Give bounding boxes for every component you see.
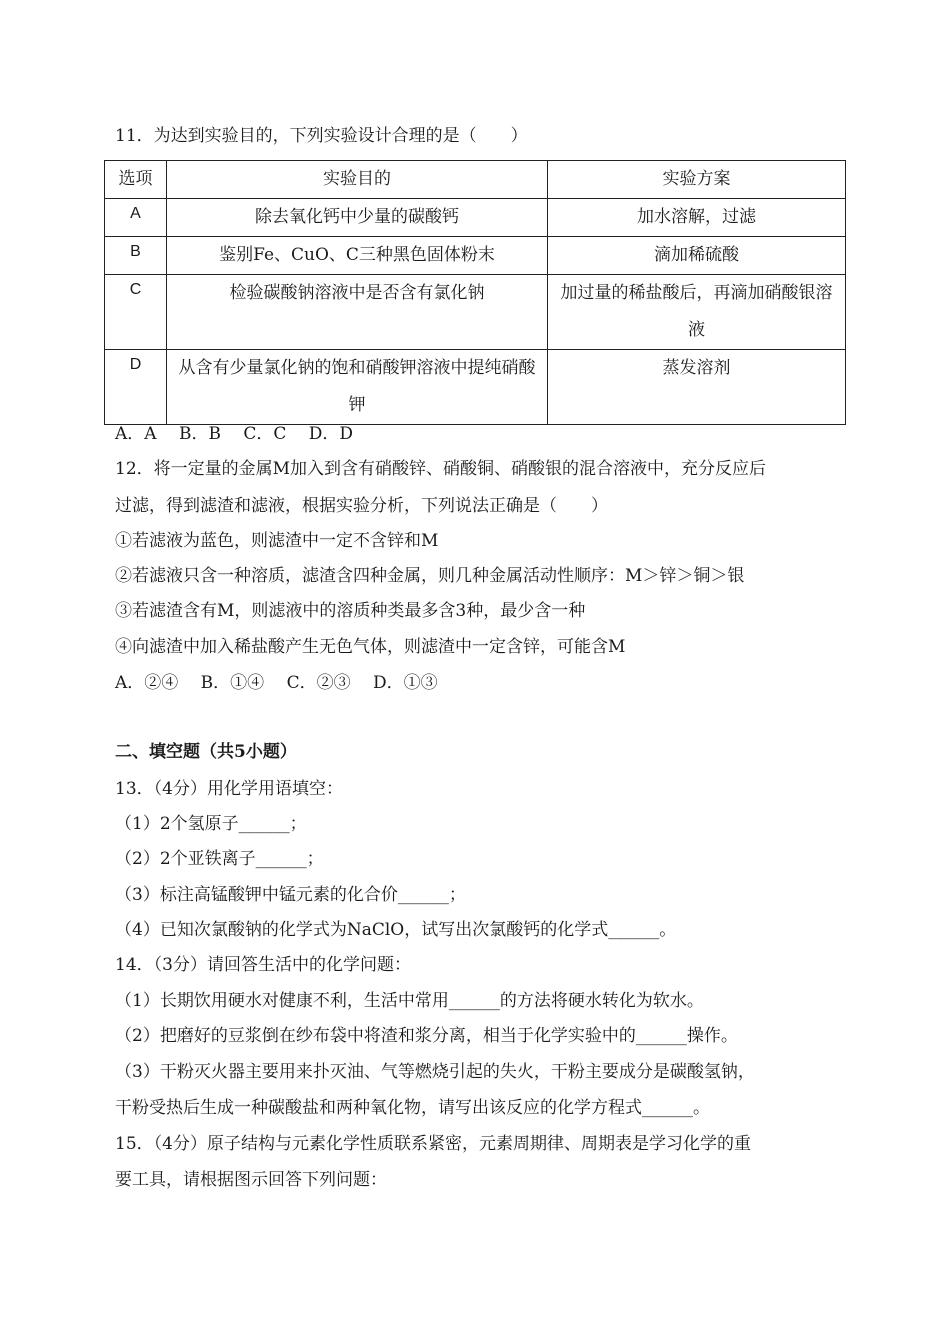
row-option: B (105, 237, 167, 275)
table-row (105, 275, 846, 350)
q13-stem: 13．（4分）用化学用语填空： (115, 779, 343, 799)
row-option: D (105, 350, 167, 425)
row-purpose: 除去氧化钙中少量的碳酸钙 (167, 199, 548, 237)
row-option: C (105, 275, 167, 350)
q13-part-2: （2）2个亚铁离子______； (115, 849, 324, 869)
q13-part-3: （3）标注高锰酸钾中锰元素的化合价______； (115, 885, 466, 905)
row-option: A (105, 199, 167, 237)
row-purpose: 鉴别Fe、CuO、C三种黑色固体粉末 (167, 237, 548, 275)
q14-part-1: （1）长期饮用硬水对健康不利，生活中常用______的方法将硬水转化为软水。 (115, 991, 704, 1011)
q15-stem-line2: 要工具，请根据图示回答下列问题： (115, 1170, 387, 1190)
q12-choices: A．②④ B．①④ C．②③ D．①③ (115, 673, 438, 693)
q12-stem-line1: 12．将一定量的金属M加入到含有硝酸锌、硝酸铜、硝酸银的混合溶液中，充分反应后 (115, 459, 767, 479)
q14-stem: 14．（3分）请回答生活中的化学问题： (115, 955, 411, 975)
row-plan: 加过量的稀盐酸后，再滴加硝酸银溶液 (548, 275, 846, 350)
q15-stem-line1: 15．（4分）原子结构与元素化学性质联系紧密，元素周期律、周期表是学习化学的重 (115, 1134, 751, 1154)
header-plan: 实验方案 (548, 161, 846, 199)
q12-statement-3: ③若滤渣含有M，则滤液中的溶质种类最多含3种，最少含一种 (115, 601, 586, 621)
section-title: 二、填空题（共5小题） (115, 742, 297, 762)
q13-part-4: （4）已知次氯酸钠的化学式为NaClO，试写出次氯酸钙的化学式______。 (115, 920, 677, 940)
row-purpose: 检验碳酸钠溶液中是否含有氯化钠 (167, 275, 548, 350)
header-purpose: 实验目的 (167, 161, 548, 199)
q11-table (104, 160, 846, 425)
row-purpose: 从含有少量氯化钠的饱和硝酸钾溶液中提纯硝酸钾 (167, 350, 548, 425)
q12-stem-line2: 过滤，得到滤渣和滤液，根据实验分析，下列说法正确是（ ） (115, 496, 608, 516)
q14-part-3-line1: （3）干粉灭火器主要用来扑灭油、气等燃烧引起的失火，干粉主要成分是碳酸氢钠， (115, 1062, 755, 1082)
q14-part-3-line2: 干粉受热后生成一种碳酸盐和两种氧化物，请写出该反应的化学方程式______。 (115, 1098, 710, 1118)
table-header-row (105, 161, 846, 199)
q13-part-1: （1）2个氢原子______； (115, 814, 307, 834)
table-row (105, 350, 846, 425)
q12-statement-2: ②若滤液只含一种溶质，滤渣含四种金属，则几种金属活动性顺序：M＞锌＞铜＞银 (115, 566, 745, 586)
row-plan: 蒸发溶剂 (548, 350, 846, 425)
q12-statement-1: ①若滤液为蓝色，则滤渣中一定不含锌和M (115, 531, 439, 551)
row-plan: 滴加稀硫酸 (548, 237, 846, 275)
table-row (105, 199, 846, 237)
table-row (105, 237, 846, 275)
header-option: 选项 (105, 161, 167, 199)
q11-choices: A．A B．B C．C D．D (115, 424, 354, 444)
q12-statement-4: ④向滤渣中加入稀盐酸产生无色气体，则滤渣中一定含锌，可能含M (115, 637, 626, 657)
row-plan: 加水溶解，过滤 (548, 199, 846, 237)
q14-part-2: （2）把磨好的豆浆倒在纱布袋中将渣和浆分离，相当于化学实验中的______操作。 (115, 1026, 738, 1046)
q11-stem: 11．为达到实验目的，下列实验设计合理的是（ ） (115, 126, 528, 146)
